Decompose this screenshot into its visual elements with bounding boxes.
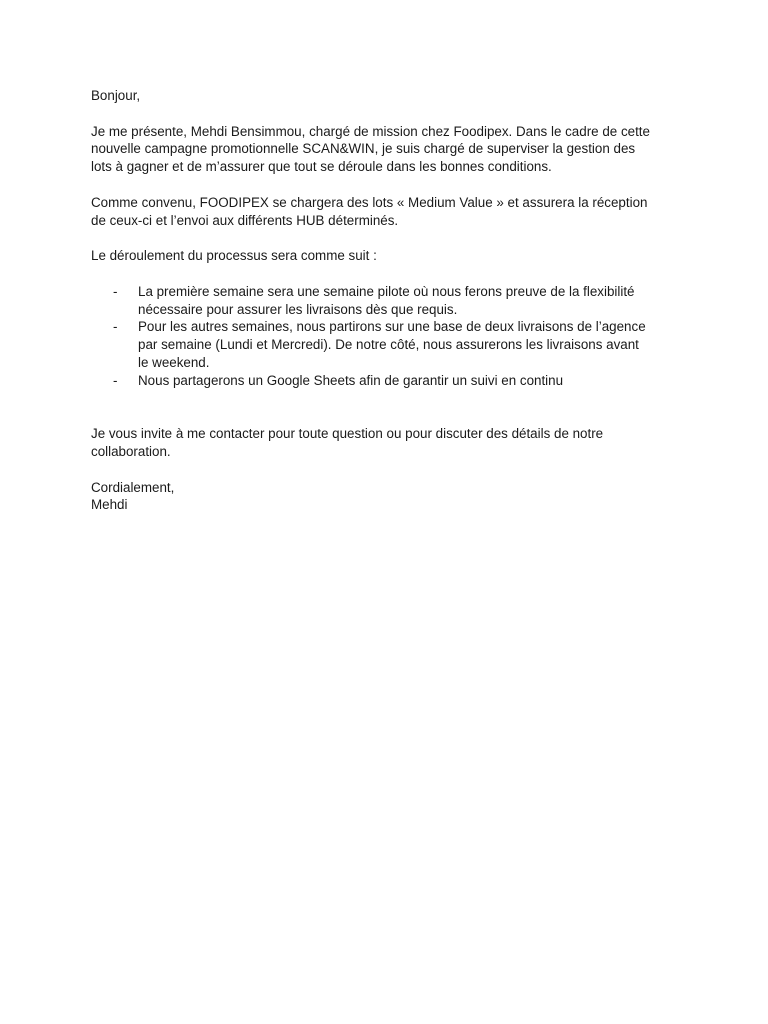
text-line: La première semaine sera une semaine pilote où nous ferons preuve de la flexibilité bbox=[138, 283, 635, 299]
closing: Cordialement, bbox=[91, 479, 175, 495]
bullet-marker: - bbox=[113, 319, 118, 335]
text-line: lots à gagner et de m’assurer que tout se déroule dans les bonnes conditions. bbox=[91, 159, 552, 175]
list-item bbox=[91, 372, 681, 390]
invitation-paragraph bbox=[91, 425, 681, 461]
greeting: Bonjour, bbox=[91, 88, 141, 103]
text-line: de ceux-ci et l’envoi aux différents HUB déterminés. bbox=[91, 212, 399, 228]
list-item bbox=[91, 318, 681, 371]
text-line: Je vous invite à me contacter pour toute question ou pour discuter des détails de notre bbox=[91, 426, 604, 442]
text-line: collaboration. bbox=[91, 443, 171, 459]
text-line: Nous partagerons un Google Sheets afin de garantir un suivi en continu bbox=[138, 372, 564, 388]
text-line: nouvelle campagne promotionnelle SCAN&WIN, je suis chargé de superviser la gestion des bbox=[91, 141, 636, 157]
intro-paragraph bbox=[91, 123, 681, 176]
bullet-marker: - bbox=[113, 372, 118, 388]
text-line: le weekend. bbox=[138, 354, 210, 370]
text-line: nécessaire pour assurer les livraisons dès que requis. bbox=[138, 301, 458, 317]
sign-off bbox=[91, 479, 681, 515]
letter-body bbox=[91, 87, 681, 514]
text-line: Je me présente, Mehdi Bensimmou, chargé de mission chez Foodipex. Dans le cadre de cette bbox=[91, 123, 650, 139]
text-line: par semaine (Lundi et Mercredi). De notre côté, nous assurerons les livraisons avant bbox=[138, 337, 639, 353]
agreement-paragraph bbox=[91, 194, 681, 230]
process-list bbox=[91, 283, 681, 390]
list-item bbox=[91, 283, 681, 319]
process-intro: Le déroulement du processus sera comme suit : bbox=[91, 248, 377, 264]
text-line: Pour les autres semaines, nous partirons sur une base de deux livraisons de l’agence bbox=[138, 319, 646, 335]
bullet-marker: - bbox=[113, 283, 118, 299]
text-line: Comme convenu, FOODIPEX se chargera des lots « Medium Value » et assurera la réception bbox=[91, 194, 648, 210]
signature: Mehdi bbox=[91, 497, 128, 513]
